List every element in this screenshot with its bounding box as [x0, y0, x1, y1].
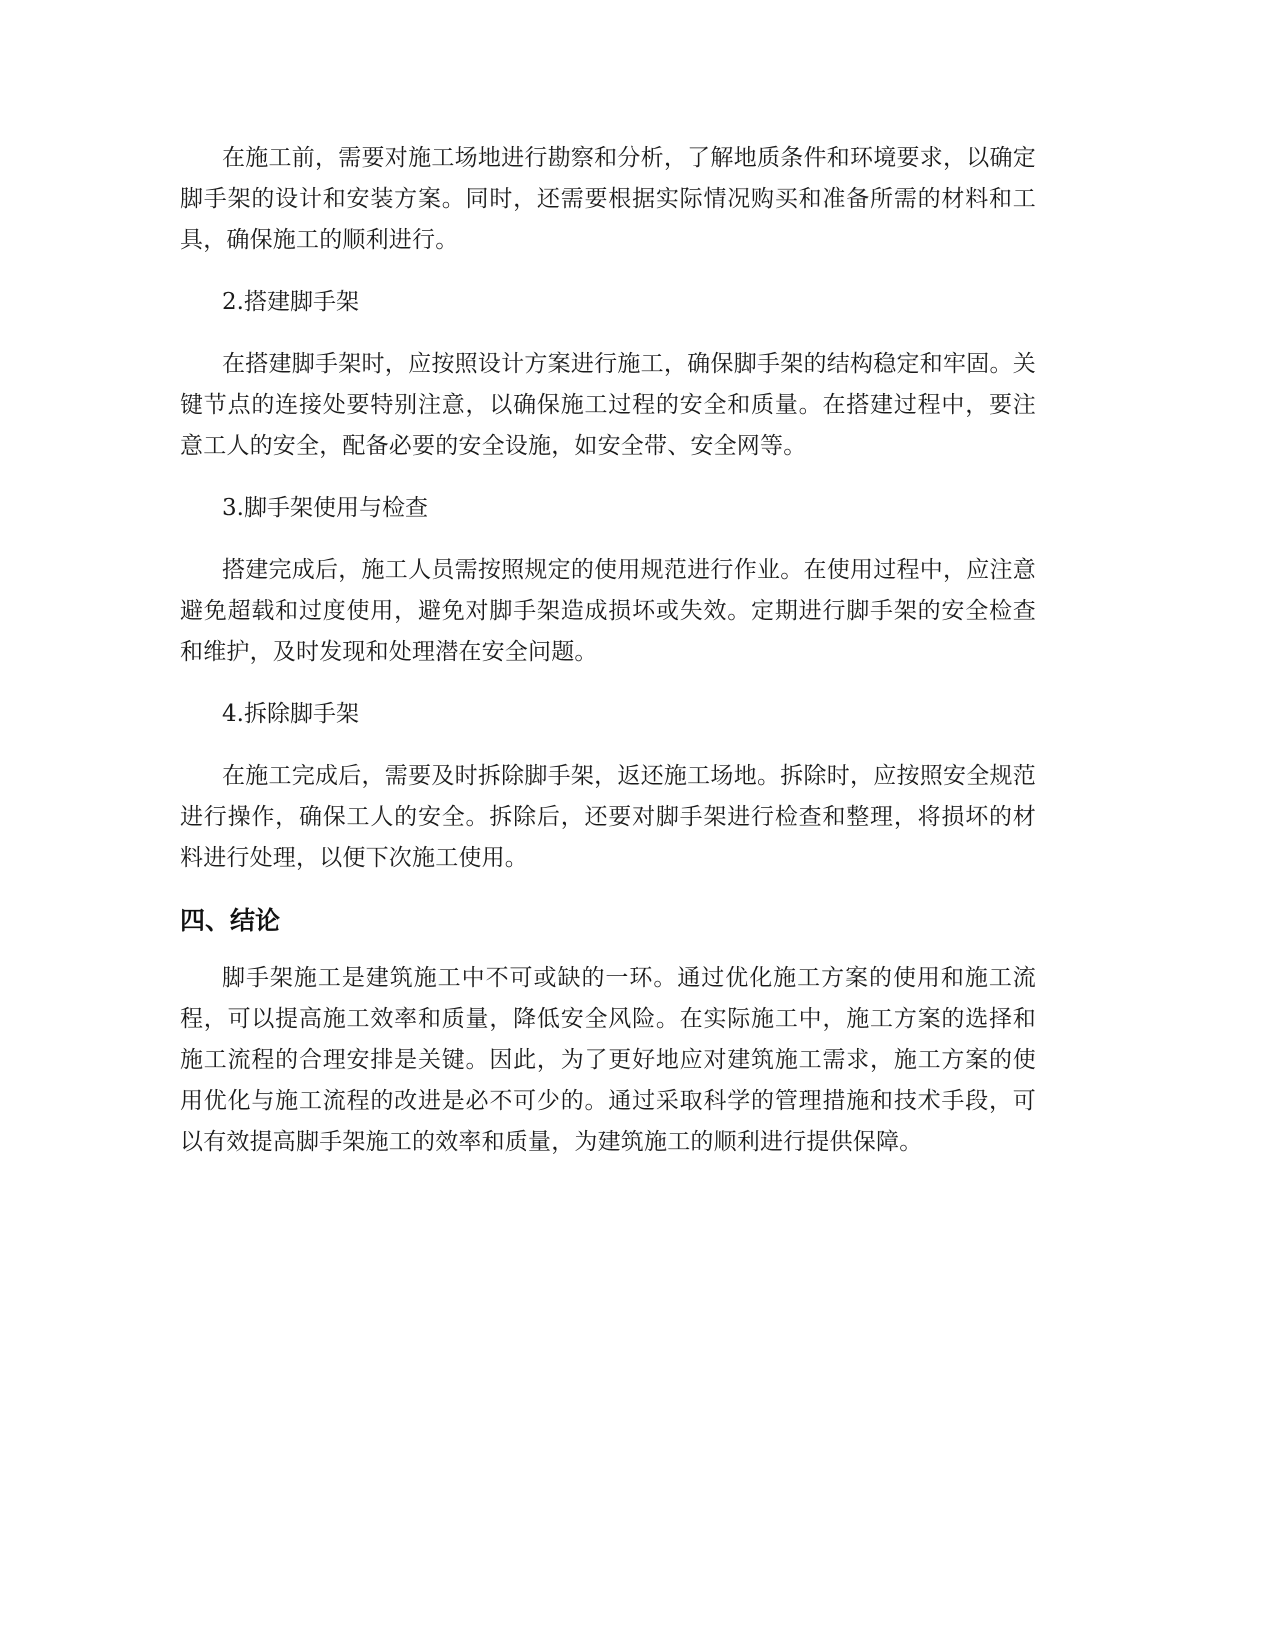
paragraph-preparation: 在施工前，需要对施工场地进行勘察和分析，了解地质条件和环境要求，以确定脚手架的设计和安装方案。同时，还需要根据实际情况购买和准备所需的材料和工具，确保施工的顺利进行。: [180, 145, 1036, 253]
paragraph-conclusion: 脚手架施工是建筑施工中不可或缺的一环。通过优化施工方案的使用和施工流程，可以提高施工效率和质量，降低安全风险。在实际施工中，施工方案的选择和施工流程的合理安排是关键。因此，为了更好地应对建筑施工需求，施工方案的使用优化与施工流程的改进是必不可少的。通过采取科学的管理措施和技术手段，可以有效提高脚手架施工的效率和质量，为建筑施工的顺利进行提供保障。: [180, 965, 1036, 1155]
section-title-conclusion: 四、结论: [180, 906, 281, 935]
subheading-use-and-inspect: 3.脚手架使用与检查: [222, 495, 428, 521]
paragraph-use-and-inspect: 搭建完成后，施工人员需按照规定的使用规范进行作业。在使用过程中，应注意避免超载和过度使用，避免对脚手架造成损坏或失效。定期进行脚手架的安全检查和维护，及时发现和处理潜在安全问题。: [180, 557, 1036, 665]
document-page: [180, 138, 1036, 1184]
paragraph-dismantle: 在施工完成后，需要及时拆除脚手架，返还施工场地。拆除时，应按照安全规范进行操作，确保工人的安全。拆除后，还要对脚手架进行检查和整理，将损坏的材料进行处理，以便下次施工使用。: [180, 763, 1036, 871]
subheading-erect-scaffold: 2.搭建脚手架: [222, 289, 359, 315]
subheading-dismantle: 4.拆除脚手架: [222, 701, 359, 727]
paragraph-erect-scaffold: 在搭建脚手架时，应按照设计方案进行施工，确保脚手架的结构稳定和牢固。关键节点的连接处要特别注意，以确保施工过程的安全和质量。在搭建过程中，要注意工人的安全，配备必要的安全设施，如安全带、安全网等。: [180, 351, 1036, 459]
